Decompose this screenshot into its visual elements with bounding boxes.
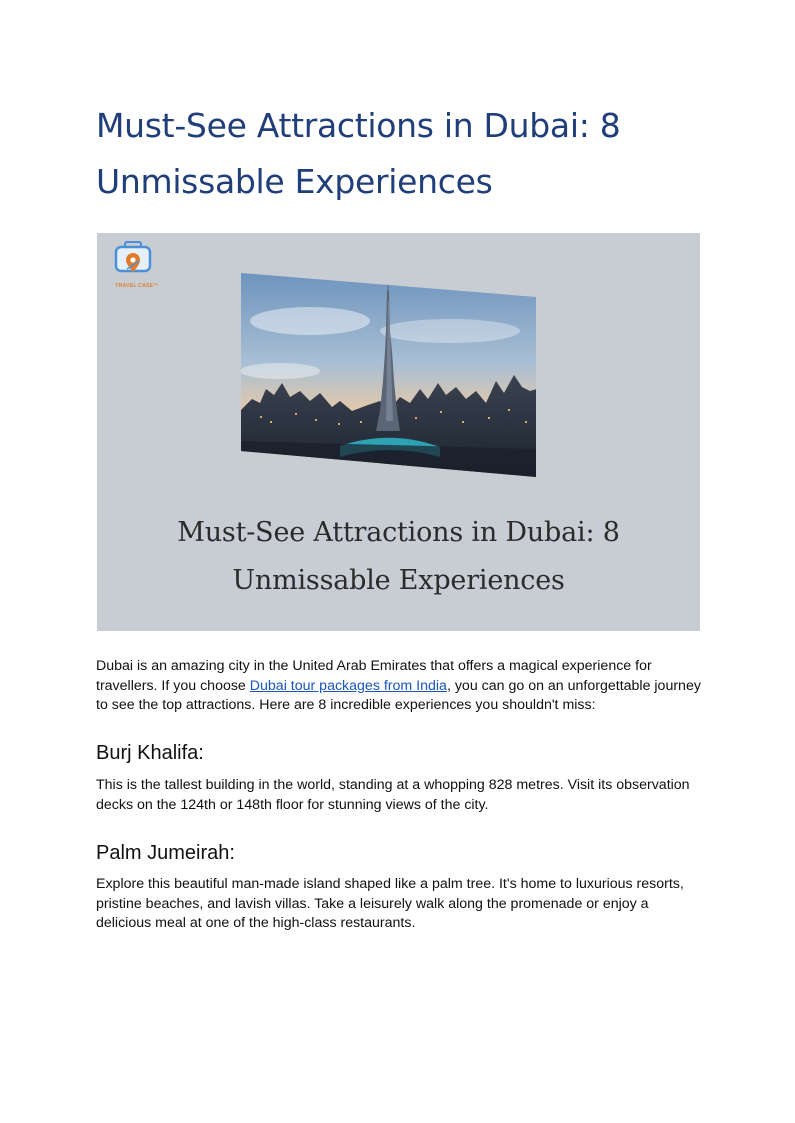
hero-heading-line-2: Unmissable Experiences <box>232 565 565 596</box>
burj-khalifa-skyline-image <box>240 271 537 477</box>
intro-paragraph <box>96 657 706 716</box>
hero-heading <box>97 509 700 605</box>
hero-heading-line-1: Must-See Attractions in Dubai: 8 <box>177 517 620 548</box>
page-title: Must-See Attractions in Dubai: 8 Unmissable Experiences <box>96 106 621 201</box>
section-body-palm-jumeirah: Explore this beautiful man-made island shaped like a palm tree. It's home to luxurious resorts, pristine beaches, and lavish villas. Take a leisurely walk along the promenade or enjoy a delicious meal at one of the high-class restaurants. <box>96 876 684 932</box>
logo-text: TRAVEL CASE™ <box>115 283 159 289</box>
suitcase-pin-icon <box>107 239 167 285</box>
intro-text-before-link: Dubai is an amazing city in the United Arab Emirates that offers a magical experience for travellers. If you choose <box>96 658 652 694</box>
travel-case-logo <box>107 239 167 295</box>
section-heading-palm-jumeirah: Palm Jumeirah: <box>96 842 235 864</box>
section-heading-burj-khalifa: Burj Khalifa: <box>96 742 204 764</box>
intro-text-after-link: , you can go on an unforgettable journey to see the top attractions. Here are 8 incredible experiences you shouldn't miss: <box>96 677 701 714</box>
dubai-tour-packages-link[interactable]: Dubai tour packages from India <box>249 677 447 694</box>
hero-banner <box>97 233 700 631</box>
section-body-burj-khalifa: This is the tallest building in the world, standing at a whopping 828 metres. Visit its observation decks on the 124th or 148th floor for stunning views of the city. <box>96 777 690 813</box>
